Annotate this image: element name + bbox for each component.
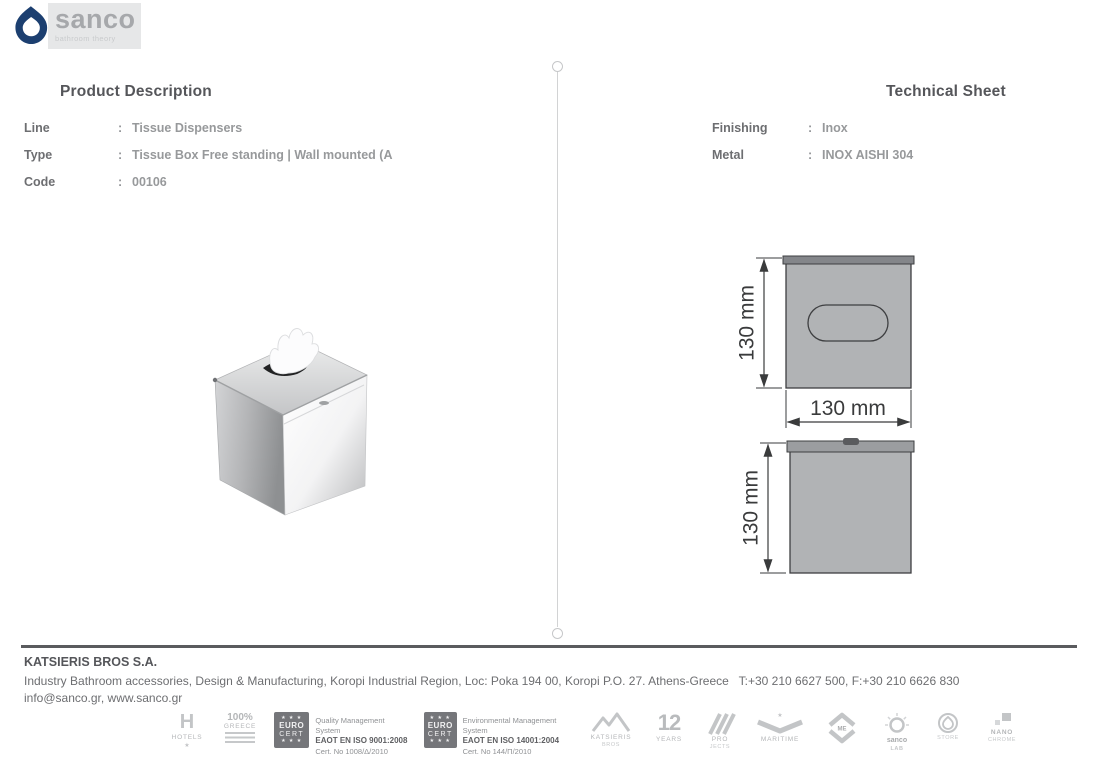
product-description-fields	[24, 121, 392, 202]
certification-badges-row	[168, 712, 1026, 757]
product-photo	[193, 323, 378, 519]
field-label: Line	[24, 121, 50, 135]
dimension-height-front-view: 130 mm	[739, 470, 763, 546]
field-colon: :	[808, 121, 813, 135]
field-value: 00106	[132, 175, 167, 189]
katsieris-bros-badge: KATSIERIS BROS	[586, 712, 636, 748]
field-colon: :	[118, 175, 123, 189]
hotels-badge: H HOTELS ★	[171, 711, 203, 749]
divider-top-circle-icon	[552, 61, 563, 72]
drawing-top-view	[736, 256, 915, 428]
me-badge	[822, 712, 862, 744]
star-icon: ★	[777, 713, 783, 719]
technical-sheet-title: Technical Sheet	[886, 82, 1006, 100]
field-colon: :	[808, 148, 813, 162]
brand-tagline: bathroom theory	[55, 34, 116, 43]
hotels-icon: H	[179, 711, 195, 733]
nano-chrome-badge: NANO CHROME	[978, 712, 1026, 743]
store-badge: STORE	[932, 712, 964, 741]
sanco-logo	[48, 3, 141, 49]
company-address: Industry Bathroom accessories, Design & Manufacturing, Koropi Industrial Region, Loc: Poka 194 00, Koropi P.O. 27. Athens-Greece T:+30 210 6627 500, F:+30 210 6626 830	[24, 674, 960, 688]
field-colon: :	[118, 148, 123, 162]
field-colon: :	[118, 121, 123, 135]
field-row-line	[24, 121, 392, 135]
sanco-lab-badge: sanco LAB	[876, 712, 918, 752]
iso-9001-certification: ★ ★ ★ EURO CERT ★ ★ ★ Quality Management System EAOT EN ISO 9001:2008 Cert. No 1008/Δ/2010	[274, 712, 410, 757]
lid-handle	[843, 438, 859, 445]
dimension-width-top-view: 130 mm	[810, 397, 886, 420]
pixel-squares-icon	[991, 712, 1013, 728]
dimension-height-top-view: 130 mm	[735, 285, 759, 361]
field-label: Finishing	[712, 121, 768, 135]
field-label: Type	[24, 148, 53, 162]
brand-name: sanco	[55, 4, 136, 34]
field-label: Metal	[712, 148, 744, 162]
field-row-code	[24, 175, 392, 189]
mountains-icon	[590, 712, 632, 732]
chevron-diamond-icon	[822, 712, 862, 744]
field-row-finishing	[712, 121, 913, 135]
sanco-drop-icon	[12, 3, 48, 49]
field-value: Tissue Dispensers	[132, 121, 243, 135]
12-years-badge: 12 YEARS	[655, 710, 683, 743]
projects-badge: PRO JECTS	[702, 712, 738, 750]
company-name: KATSIERIS BROS S.A.	[24, 655, 158, 669]
center-divider-line	[557, 70, 558, 627]
company-contacts: info@sanco.gr, www.sanco.gr	[24, 691, 183, 705]
lightbulb-icon	[884, 712, 910, 736]
field-label: Code	[24, 175, 56, 189]
maritime-badge: ★ MARITIME	[752, 712, 808, 743]
footer-rule	[21, 645, 1077, 648]
field-row-type	[24, 148, 392, 162]
field-value: Inox	[822, 121, 848, 135]
eurocert-seal-icon: ★ ★ ★ EURO CERT ★ ★ ★	[424, 712, 457, 748]
star-icon: ★	[184, 743, 190, 749]
field-value: Tissue Box Free standing | Wall mounted (A	[132, 148, 393, 162]
eurocert-seal-icon: ★ ★ ★ EURO CERT ★ ★ ★	[274, 712, 309, 748]
svg-text:ME: ME	[837, 726, 847, 733]
drop-circle-icon	[937, 712, 959, 734]
divider-bottom-circle-icon	[552, 628, 563, 639]
greek-flag-stripes-icon	[225, 732, 255, 744]
made-in-greece-badge: 100% GREECE	[220, 712, 260, 744]
technical-drawing	[726, 246, 936, 594]
product-description-title: Product Description	[60, 82, 212, 100]
iso-14001-certification: ★ ★ ★ EURO CERT ★ ★ ★ Environmental Management System EAOT EN ISO 14001:2004 Cert. No 144/Π/2010	[424, 712, 572, 757]
slashes-icon	[703, 712, 737, 736]
wings-icon	[754, 719, 806, 734]
field-row-metal	[712, 148, 913, 162]
drawing-front-view	[740, 438, 915, 573]
technical-sheet-fields	[712, 121, 913, 175]
field-value: INOX AISHI 304	[822, 148, 914, 162]
